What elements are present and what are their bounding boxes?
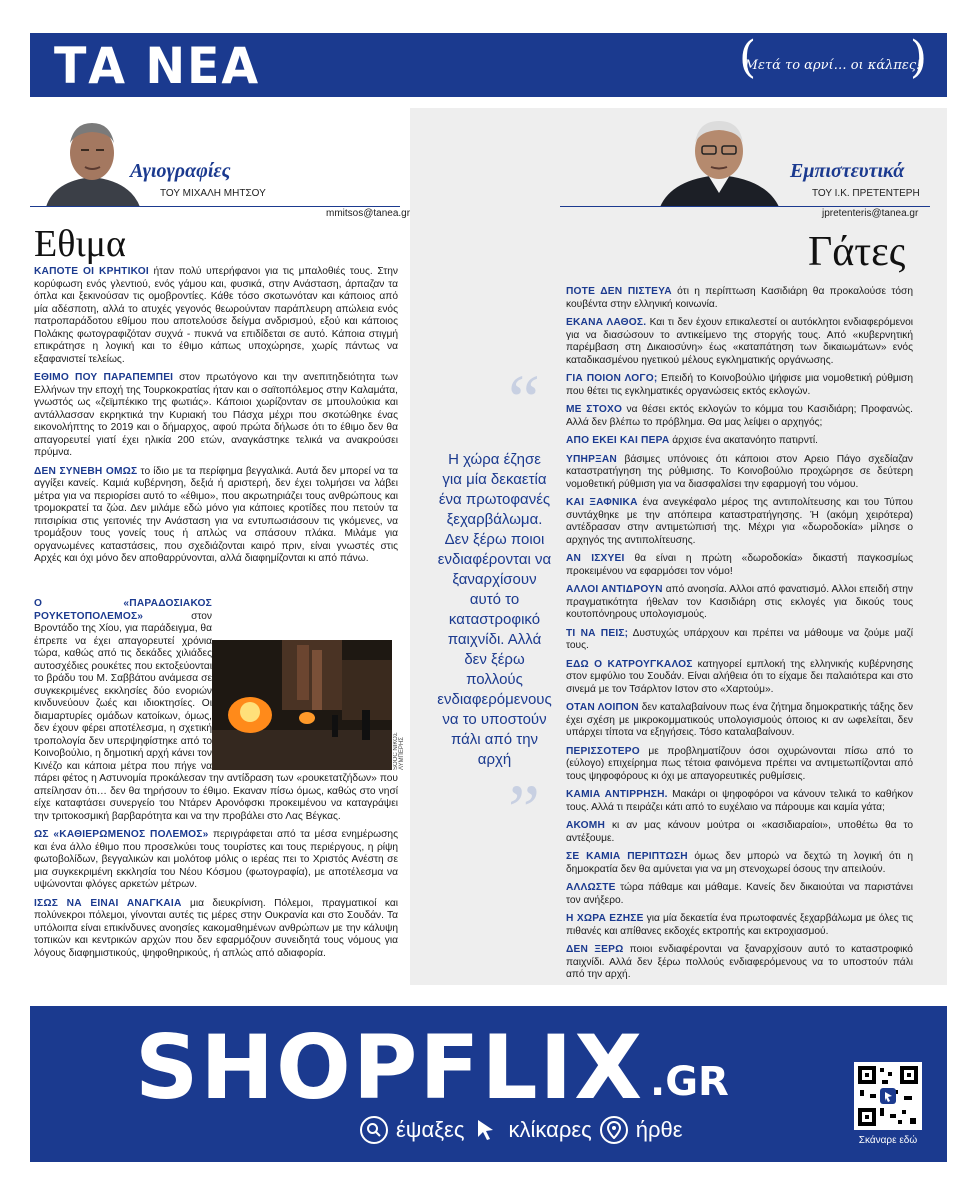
left-headline: Εθιμα: [34, 223, 126, 265]
right-paragraph-10: ΤΙ ΝΑ ΠΕΙΣ; Δυστυχώς υπάρχουν και πρέπει να μάθουμε να ζούμε μαζί τους.: [566, 627, 913, 651]
right-paragraph-2: ΕΚΑΝΑ ΛΑΘΟΣ. Και τι δεν έχουν επικαλεστεί οι αυτόκλητοι ενδιαφερόμενοι για να διασώσουν το αντικείμενο της στοργής τους. Από «κυβερνητική παρέμβαση στη Δικαιοσύνη» έως «καταπάτηση των δικαιωμάτων» ενός καταδικασμένου ηγετικού μέλους εγκληματικής οργάνωσης.: [566, 317, 914, 366]
ad-domain: .GR: [650, 1059, 729, 1105]
quote-open-icon: “: [508, 360, 540, 440]
photo-credit: SOOC ΝΙΚΟΣ ΛΥΜΠΕΡΗΣ: [393, 732, 405, 770]
right-column-title: Εμπιστευτικά: [790, 160, 905, 182]
right-paragraph-1: ΠΟΤΕ ΔΕΝ ΠΙΣΤΕΥΑ ότι η περίπτωση Κασιδιάρη θα προκαλούσε τόση κουβέντα στην ελληνική κοινωνία.: [566, 286, 913, 310]
ad-tagline: [360, 1115, 683, 1145]
right-paragraph-3: ΓΙΑ ΠΟΙΟΝ ΛΟΓΟ; Επειδή το Κοινοβούλιο ψήφισε μια νομοθετική ρύθμιση που θέτει τις εγκληματικές οργανώσεις εκτός εκλογών.: [566, 373, 914, 397]
ad-tag-clicked: κλίκαρες: [508, 1117, 592, 1142]
left-paragraph-6: ΙΣΩΣ ΝΑ ΕΙΝΑΙ ΑΝΑΓΚΑΙΑ μια διευκρίνιση. Πόλεμοι, πραγματικοί και πολύνεκροι πόλεμοι, γίνονται αυτές τις μέρες στην Ουκρανία και στο Σουδάν. Τα υπόλοιπα είναι επικίνδυνες ανοησίες κακομαθημένων ανθρώπων με την κάλυψη τοπικών και κεντρικών αρχών που δεν εφαρμόζουν συνειδητά τους νόμους για λόγους διαφημιστικούς, ψηφοθηρικούς, ή απλώς από αδιαφορία.: [34, 897, 399, 959]
ad-tag-searched: έψαξες: [396, 1117, 465, 1142]
ad-logo: SHOPFLIX: [135, 1016, 645, 1119]
right-paragraph-6: ΥΠΗΡΞΑΝ βάσιμες υπόνοιες ότι κάποιοι στον Αρειο Πάγο σχεδίαζαν καταστρατήγηση της ρύθμισης. Το Κοινοβούλιο προχώρησε σε δεύτερη νομοθετική ρύθμιση για να διασφαλίσει την εφαρμογή του νόμου.: [566, 453, 913, 490]
right-paragraph-16: ΣΕ ΚΑΜΙΑ ΠΕΡΙΠΤΩΣΗ όμως δεν μπορώ να δεχτώ τη λογική ότι η δημοκρατία δεν θα αμύνεται για να μη στενοχωρεί όσους την απειλούν.: [566, 851, 913, 875]
right-paragraph-12: ΟΤΑΝ ΛΟΙΠΟΝ δεν καταλαβαίνουν πως ένα ζήτημα δημοκρατικής τάξης δεν έχει σχέση με μικροκομματικούς υπολογισμούς όποιος κι αν ωφελείται, δεν υπάρχει τίποτα να εξηγήσεις. Τόσο καταλαβαίνουν.: [566, 702, 913, 738]
right-paragraph-4: ΜΕ ΣΤΟΧΟ να θέσει εκτός εκλογών το κόμμα του Κασιδιάρη; Προφανώς. Αλλά δεν βλέπω το πρόβλημα. Θα μας λείψει ο αρχηγός;: [566, 404, 913, 428]
right-paragraph-5: ΑΠΟ ΕΚΕΙ ΚΑΙ ΠΕΡΑ άρχισε ένα ακατανόητο πατιρντί.: [566, 435, 818, 446]
left-paragraph-5: ΩΣ «ΚΑΘΙΕΡΩΜΕΝΟΣ ΠΟΛΕΜΟΣ» περιγράφεται από τα μέσα ενημέρωσης και ένα άλλο έθιμο που προσελκύει τους τουρίστες και τους περιέργους, η ρίψη φωτοβολίδων, βεγγαλικών και μολότοφ μόλις ο ιερέας πει το Χριστός Ανέστη σε μια συγκεκριμένη εκκλησία του Νέου Κόσμου (φωτογραφία), με αποτέλεσμα να υψώνονται φλόγες αρκετών μέτρων.: [34, 829, 398, 890]
quote-close-icon: ”: [508, 770, 540, 850]
left-paragraph-1: ΚΑΠΟΤΕ ΟΙ ΚΡΗΤΙΚΟΙ ήταν πολύ υπερήφανοι για τις μπαλοθιές τους. Στην κορύφωση ενός γλεντιού, ενός γάμου και, φυσικά, στην Ανάσταση, άρπαζαν τα όπλα και ξεκινούσαν τις ομοβροντίες. Κάθε τόσο σκοτωνόταν και κάποιος από μία αδέσποτη, αλλά το ατυχές γεγονός θεωρούνταν παράπλευρη απώλεια ενός πατροπαράδοτου εθίμου που αποτελούσε δείγμα ανδρισμού, εξού και κάποιος Πολάκης φωτογραφιζόταν συχνά - πυκνά να επιδίδεται σε αυτό. Κάποια στιγμή επικράτησε η λογική και το έθιμο κάπως υποχώρησε, χωρίς πάντως να εξαφανιστεί τελείως.: [34, 266, 398, 365]
right-paragraph-9: ΑΛΛΟΙ ΑΝΤΙΔΡΟΥΝ από ανοησία. Αλλοι από φανατισμό. Αλλοι επειδή στην πραγματικότητα ήθελαν τον Κασιδιάρη στις εκλογές για δικούς τους κουτοπόνηρους υπολογισμούς.: [566, 584, 913, 620]
slogan-paren-close: ): [909, 32, 927, 83]
location-pin-icon: [600, 1116, 628, 1144]
right-email[interactable]: jpretenteris@tanea.gr: [822, 208, 919, 219]
pull-quote: Η χώρα έζησε για μία δεκαετία ένα πρωτοφανές ξεχαρβάλωμα. Δεν ξέρω ποιοι ενδιαφέρονται να ξαναρχίσουν αυτό το καταστροφικό παιχνίδι. Αλλά δεν ξέρω πολλούς ενδιαφερόμενους να το υποστούν πάλι από την αρχή: [437, 451, 552, 768]
right-paragraph-15: ΑΚΟΜΗ κι αν μας κάνουν μούτρα οι «κασιδιαραίοι», υποθέτω θα το αντέξουμε.: [566, 820, 913, 844]
left-paragraph-4: Ο «ΠΑΡΑΔΟΣΙΑΚΟΣ ΡΟΥΚΕΤΟΠΟΛΕΜΟΣ» στον Βροντάδο της Χίου, για παράδειγμα, θα έπρεπε να έχει απαγορευτεί χρόνια τώρα, καθώς από τις δεκάδες χιλιάδες αυτοσχέδιες ρουκέτες που εκτοξεύονται το βράδυ του Μ. Σαββάτου ανάμεσα σε συγκεκριμένες εκκλησίες δύο ενοριών κινδυνεύουν ζωές και ιδιοκτησίες. Οι διαμαρτυρίες ομάδων κατοίκων, όμως, δεν έχουν φέρει αποτέλεσμα, η σχετική τροπολογία δεν υπερψηφίστηκε από το Κοινοβούλιο, η δημοτική αρχή κάνει τον Κινέζο και κάποια μέτρα που πήγε να πάρει φέτος η Αστυνομία προκάλεσαν την αντίδραση των «ρουκετατζήδων» που απείλησαν ότι… δεν θα τηρήσουν το έθιμο. Εκαναν πίσω όμως, καθώς στο νησί είχε καταφτάσει συνεργείο του Ντάρεν Αρονόφσκι προκειμένου να καταγράψει την τριτοκοσμική βαρβαρότητα και να την προβάλει στο Λας Βέγκας.: [34, 598, 398, 822]
right-paragraph-18: Η ΧΩΡΑ ΕΖΗΣΕ για μία δεκαετία ένα πρωτοφανές ξεχαρβάλωμα με όλες τις πιθανές και απίθανες εκδοχές εκτροπής και εκτροχιασμού.: [566, 913, 913, 937]
left-column-title: Αγιογραφίες: [130, 160, 231, 182]
left-byline: ΤΟΥ ΜΙΧΑΛΗ ΜΗΤΣΟΥ: [160, 188, 266, 199]
right-article: [566, 286, 913, 988]
right-paragraph-8: ΑΝ ΙΣΧΥΕΙ θα είναι η πρώτη «δωροδοκία» δικαστή παγκοσμίως προκειμένου να εφαρμόσει τον νόμο!: [566, 553, 913, 577]
slogan-paren-open: (: [739, 32, 757, 83]
masthead-slogan-box: [733, 32, 933, 90]
masthead-slogan: Μετά το αρνί… οι κάλπες!: [744, 57, 922, 73]
right-paragraph-14: ΚΑΜΙΑ ΑΝΤΙΡΡΗΣΗ. Μακάρι οι ψηφοφόροι να κάνουν τελικά το καθήκον τους. Αλλά τι πειράζει κάτι από το ευχέλαιο να πάρουμε και καμία γάτα;: [566, 789, 913, 813]
right-headline: Γάτες: [808, 229, 906, 275]
left-article-mid: [34, 598, 398, 966]
photo-float-spacer: [212, 598, 398, 772]
left-article-top: [34, 266, 398, 572]
ad-tag-arrived: ήρθε: [635, 1117, 683, 1142]
left-paragraph-3: ΔΕΝ ΣΥΝΕΒΗ ΟΜΩΣ το ίδιο με τα περίφημα βεγγαλικά. Αυτά δεν μπορεί να τα αγγίξει κανείς. Καμιά κυβέρνηση, δεξιά ή αριστερή, δεν έχει τολμήσει να λάβει μέτρα για να περιορίσει αυτό το «έθιμο», που ακρωτηριάζει τους ανθρώπους και τρομοκρατεί τα ζώα. Δεν μιλάμε εδώ μόνο για κάποιες κροτίδες που πετούν τα πιτσιρίκια στις γειτονιές την Ανάσταση για να εντυπωσιάσουν τις γκόμενες, να τρομάξουν τους γονείς τους ή απλώς να σπάσουν πλάκα. Μιλάμε για οργανωμένες καταστάσεις, που σχεδιάζονται καιρό πριν, είναι γνωστές στις Αρχές και όχι μόνο δεν αποθαρρύνονται, αλλά διαφημίζονται κι από πάνω.: [34, 465, 399, 564]
masthead-title: ΤΑ ΝΕΑ: [54, 37, 261, 95]
right-paragraph-13: ΠΕΡΙΣΣΟΤΕΡΟ με προβληματίζουν όσοι οχυρώνονται πίσω από το (εύλογο) επιχείρημα πως τέτοια φαινόμενα πρέπει να αντιμετωπίζονται από τους ψηφοφόρους κι όχι με απαγορευτικές ρυθμίσεις.: [566, 745, 913, 782]
right-paragraph-7: ΚΑΙ ΞΑΦΝΙΚΑ ένα ανεγκέφαλο μέρος της αντιπολίτευσης και του Τύπου συντάχθηκε με την απόπειρα καταστρατήγησης. Ή (ακόμη χειρότερα) αντέδρασαν στην αντιμετώπισή της. Μέχρι για «δωροδοκία» μίλησε ο αρχηγός της αντιπολίτευσης.: [566, 497, 913, 546]
left-email[interactable]: mmitsos@tanea.gr: [326, 208, 411, 219]
left-rule: [30, 206, 400, 207]
right-rule: [560, 206, 930, 207]
search-icon: [360, 1116, 388, 1144]
right-paragraph-19: ΔΕΝ ΞΕΡΩ ποιοι ενδιαφέρονται να ξαναρχίσουν αυτό το καταστροφικό παιχνίδι. Αλλά δεν ξέρω πολλούς ενδιαφερόμενους να το υποστούν πάλι από την αρχή.: [566, 944, 913, 980]
author-portrait-right: [656, 113, 783, 207]
qr-caption: Σκάναρε εδώ: [858, 1135, 918, 1146]
qr-code[interactable]: [854, 1062, 922, 1130]
cursor-icon: [472, 1116, 500, 1144]
left-paragraph-2: ΕΘΙΜΟ ΠΟΥ ΠΑΡΑΠΕΜΠΕΙ στον πρωτόγονο και την ανεπιτηδειότητα των Ελλήνων την εποχή της Τουρκοκρατίας ήταν και ο σαϊτοπόλεμος στην Καλαμάτα, γνωστός ως «ζεϊμπέκικο της φωτιάς». Κάποιοι χωρίζονταν σε μπουλούκια και αντάλλασσαν εκρηκτικά την Κυριακή του Πάσχα μέχρι που σκοτώθηκε ένας εικονολήπτης το 2019 και ο δήμαρχος, αφού πρώτα δήλωσε ότι το έθιμο δεν θα απαγορευτεί γιατί έχει ηλικία 200 ετών, αναγκάστηκε τελικά να ανακρούσει πρύμνα.: [34, 372, 398, 458]
right-paragraph-17: ΑΛΛΩΣΤΕ τώρα πάθαμε και μάθαμε. Κανείς δεν δικαιούται να παριστάνει τον ανήξερο.: [566, 882, 913, 906]
right-byline: ΤΟΥ Ι.Κ. ΠΡΕΤΕΝΤΕΡΗ: [812, 188, 920, 199]
right-paragraph-11: ΕΔΩ Ο ΚΑΤΡΟΥΓΚΑΛΟΣ κατηγορεί εμπλοκή της ελληνικής κυβέρνησης στον εμφύλιο του Σουδάν. Είναι αλήθεια ότι το είχαμε δει παλαιότερα και στο σινεμά με τον Τσάρλτον Ιστον στο «Χαρτούμ».: [566, 658, 914, 695]
